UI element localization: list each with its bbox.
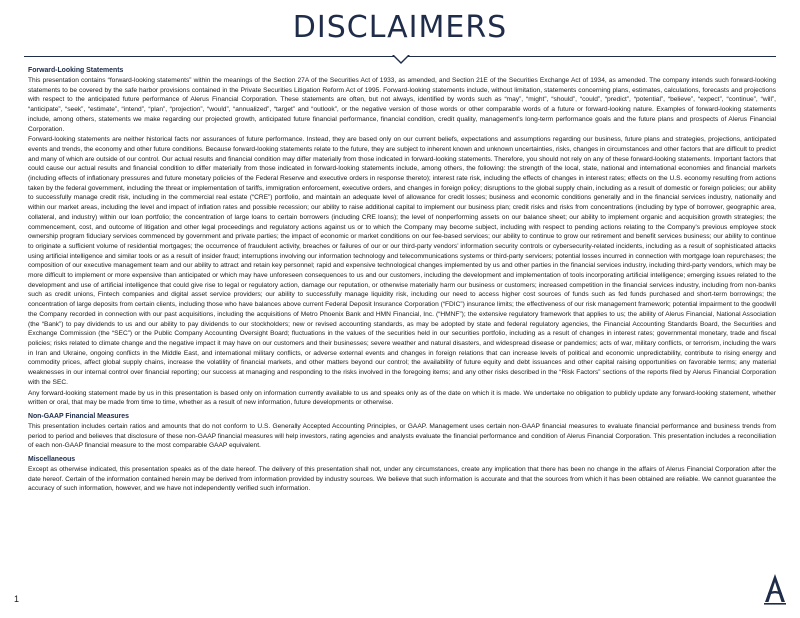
disclaimer-body: [28, 66, 776, 495]
miscellaneous-heading: Miscellaneous: [28, 456, 76, 464]
forward-looking-heading: Forward-Looking Statements: [28, 67, 124, 74]
divider-notch-inner: [394, 55, 408, 62]
page-number: 1: [14, 594, 20, 604]
page-title: DISCLAIMERS: [292, 10, 508, 45]
alerus-logo-icon: [762, 572, 788, 608]
forward-looking-paragraph-3: Any forward-looking statement made by us in this presentation is based only on information currently available to us and speaks only as of the date on which it is made. We undertake no obligation to publicly update any forward-looking statement, whether written or oral, that may be made from time to time, whether as a result of new information, future developments or otherwise.: [28, 389, 776, 407]
forward-looking-paragraph-1: This presentation contains “forward-looking statements” within the meanings of the Section 27A of the Securities Act of 1933, as amended, and Section 21E of the Securities Exchange Act of 1934, as amended. The company intends such forward-looking statements to be covered by the safe harbor provisions contained in the Private Securities Litigation Reform Act of 1995. Forward-looking statements include, without limitation, statements concerning plans, estimates, calculations, forecasts and projections with respect to the anticipated future performance of Alerus Financial Corporation. These statements are often, but not always, identified by words such as “may”, “might”, “should”, “could”, “predict”, “potential”, “believe”, “expect”, “continue”, “will”, “anticipate”, “seek”, “estimate”, “intend”, “plan”, “projection”, “would”, “annualized”, “target” and “outlook”, or the negative version of those words or other comparable words of a future or forward-looking nature. Examples of forward-looking statements include, among others, statements we make regarding our projected growth, anticipated future financial performance, financial condition, credit quality, management’s long-term performance goals and the future plans and prospects of Alerus Financial Corporation.: [28, 77, 776, 133]
forward-looking-paragraph-2: Forward-looking statements are neither historical facts nor assurances of future performance. Instead, they are based only on our current beliefs, expectations and assumptions regarding our business, future plans and strategies, projections, anticipated events and trends, the economy and other future conditions. Because forward-looking statements relate to the future, they are subject to inherent known and unknown uncertainties, risks, changes in circumstances and other factors that are difficult to predict and many of which are outside of our control. Our actual results and financial condition may differ materially from those indicated in forward-looking statements. Therefore, you should not rely on any of these forward-looking statements. Important factors that could cause our actual results and financial condition to differ materially from those indicated in forward-looking statements include, among others, the following: the strength of the local, state, national and international economies and financial markets (including effects of inflationary pressures and future monetary policies of the Federal Reserve and executive orders in response thereto); interest rate risk, including the effects of changes in interest rates; effects on the U.S. economy resulting from actions taken by the federal government, including the threat or implementation of tariffs, immigration enforcement, executive orders, and changes in foreign policy; disruptions to the global supply chain, including as a result of domestic or foreign policies; our ability to successfully manage credit risk, including in the commercial real estate (“CRE”) portfolio, and maintain an adequate level of allowance for credit losses; business and economic conditions generally and in the financial services industry, nationally and within our market areas, including the level and impact of inflation rates and possible recession; our ability to raise additional capital to implement our business plan; credit risks and risks from concentrations (including by type of borrower, geographic area, collateral, and industry) within our loan portfolio; the concentration of large loans to certain borrowers (including CRE loans); the level of nonperforming assets on our balance sheet; our ability to implement organic and acquisition growth strategies; the commencement, cost, and outcome of litigation and other legal proceedings and regulatory actions against us or to which the Company may become subject, including with respect to pending actions relating to the Company’s previous employee stock ownership program fiduciary services commenced by government and private parties; the impact of economic or market conditions on our fee-based services; our ability to continue to grow our retirement and benefit services business; our ability to continue to originate a sufficient volume of residential mortgages; the occurrence of fraudulent activity, breaches or failures of our or our third-party vendors’ information security controls or cybersecurity-related incidents, including as a result of sophisticated attacks using artificial intelligence and similar tools or as a result of insider fraud; interruptions involving our information technology and telecommunications systems or third-party servicers; potential losses incurred in connection with mortgage loan repurchases; the composition of our executive management team and our ability to attract and retain key personnel; rapid and expensive technological changes implemented by us and other parties in the financial services industry, including third-party vendors, which may be more difficult to implement or more expensive than anticipated or which may have unforeseen consequences to us and our customers, including the development and implementation of tools incorporating artificial intelligence; emerging issues related to the development and use of artificial intelligence that could give rise to legal or regulatory action, damage our reputation, or otherwise materially harm our business or customers; increased competition in the financial services industry, including from non-banks such as credit unions, Fintech companies and digital asset service providers; our ability to successfully manage liquidity risk, including our need to access higher cost sources of funds such as fed funds purchased and short-term borrowings; the concentration of large deposits from certain clients, including those who have balances above current Federal Deposit Insurance Corporation (“FDIC”) insurance limits; the effectiveness of our risk management framework; potential impairment to the goodwill the Company recorded in connection with our past acquisitions, including the acquisitions of Metro Phoenix Bank and HMN Financial, Inc. (“HMNF”); the extensive regulatory framework that applies to us; the ability of Alerus Financial, National Association (the “Bank”) to pay dividends to us and our ability to pay dividends to our stockholders; new or revised accounting standards, as may be adopted by state and federal regulatory agencies, the Financial Accounting Standards Board, the Securities and Exchange Commission (the “SEC”) or the Public Company Accounting Oversight Board; fluctuations in the values of the securities held in our securities portfolio, including as a result of changes in interest rates; governmental monetary, trade and fiscal policies; risks related to climate change and the negative impact it may have on our customers and their businesses; severe weather and natural disasters, and widespread disease or pandemics; acts of war, military conflicts, or terrorism, including the wars in Iran and Ukraine, ongoing conflicts in the Middle East, and international military conflicts, or adverse external events and changes in foreign relations that can increase levels of political and economic unpredictability, contribute to rising energy and commodity prices, affect global supply chains, increase the volatility of financial markets, and other matters beyond our control; the availability of future equity and debt issuances and other capital raising opportunities on favorable terms; any material weaknesses in our internal control over financial reporting; our success at managing and responding to the risks involved in the foregoing items; and any other risks described in the “Risk Factors” sections of the reports filed by Alerus Financial Corporation with the SEC.: [28, 136, 776, 386]
non-gaap-heading: Non-GAAP Financial Measures: [28, 412, 129, 420]
non-gaap-paragraph: This presentation includes certain ratios and amounts that do not conform to U.S. Generally Accepted Accounting Principles, or GAAP. Management uses certain non-GAAP financial measures to evaluate financial performance and business trends from period to period and believes that disclosure of these non-GAAP financial measures will help investors, rating agencies and analysts evaluate the financial performance and condition of Alerus Financial Corporation. This presentation includes a reconciliation of each non-GAAP financial measure to the most comparable GAAP equivalent.: [28, 422, 776, 450]
miscellaneous-paragraph: Except as otherwise indicated, this presentation speaks as of the date hereof. The delivery of this presentation shall not, under any circumstances, create any implication that there has been no change in the affairs of Alerus Financial Corporation after the date hereof. Certain of the information contained herein may be derived from information provided by industry sources. We believe that such information is accurate and that the sources from which it has been obtained are reliable. We cannot guarantee the accuracy of such information, however, and we have not independently verified such information.: [28, 466, 776, 493]
